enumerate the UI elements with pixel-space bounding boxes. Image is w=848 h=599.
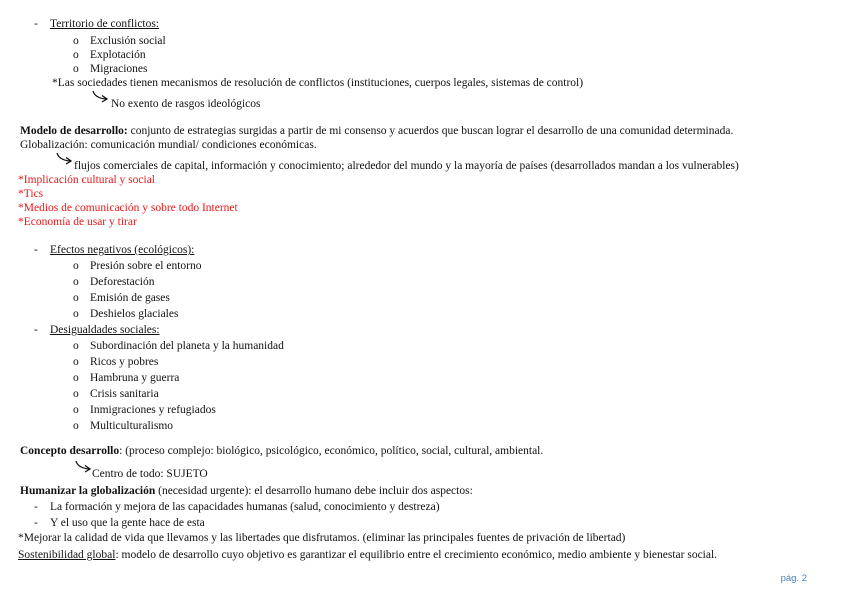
development-model-definition [20, 124, 733, 138]
globalization-line: Globalización: comunicación mundial/ condiciones económicas. [20, 139, 317, 151]
circle-bullet: o [73, 276, 79, 288]
circle-bullet: o [73, 388, 79, 400]
humanize-note: *Mejorar la calidad de vida que llevamos y las libertades que disfrutamos. (eliminar las principales fuentes de privación de libertad) [18, 532, 626, 544]
circle-bullet: o [73, 35, 79, 47]
curved-arrow-icon [75, 460, 93, 474]
circle-bullet: o [73, 49, 79, 61]
red-item: *Economía de usar y tirar [18, 216, 137, 228]
circle-bullet: o [73, 404, 79, 416]
negative-effects-heading: Efectos negativos (ecológicos): [50, 244, 195, 256]
circle-bullet: o [73, 340, 79, 352]
sustainability-term: Sostenibilidad global [18, 549, 116, 561]
page-number: pág. 2 [780, 573, 807, 584]
humanize-aspect: Y el uso que la gente hace de esta [50, 517, 205, 529]
circle-bullet: o [73, 356, 79, 368]
dash-bullet: - [34, 324, 38, 336]
list-item: Explotación [90, 49, 146, 61]
circle-bullet: o [73, 63, 79, 75]
development-concept-term: Concepto desarrollo [20, 445, 120, 457]
list-item: Ricos y pobres [90, 356, 159, 368]
circle-bullet: o [73, 308, 79, 320]
dash-bullet: - [34, 517, 38, 529]
development-model-text: conjunto de estrategias surgidas a partir de mi consenso y acuerdos que buscan lograr el desarrollo de una comunidad determinada. [127, 125, 734, 137]
list-item: Crisis sanitaria [90, 388, 159, 400]
globalization-arrow-note: flujos comerciales de capital, información y conocimiento; alrededor del mundo y la mayoría de países (desarrollados mandan a los vulnerables) [74, 160, 739, 172]
red-item: *Tics [18, 188, 44, 200]
list-item: Deforestación [90, 276, 155, 288]
development-concept-arrow-note: Centro de todo: SUJETO [92, 468, 208, 480]
circle-bullet: o [73, 292, 79, 304]
development-model-term: Modelo de desarrollo: [20, 125, 128, 137]
humanize-aspect: La formación y mejora de las capacidades humanas (salud, conocimiento y destreza) [50, 501, 440, 513]
list-item: Hambruna y guerra [90, 372, 180, 384]
conflict-heading: Territorio de conflictos: [50, 18, 160, 30]
red-item: *Implicación cultural y social [18, 174, 155, 186]
conflict-note: *Las sociedades tienen mecanismos de resolución de conflictos (instituciones, cuerpos legales, sistemas de control) [52, 77, 584, 89]
circle-bullet: o [73, 420, 79, 432]
curved-arrow-icon [92, 90, 110, 104]
list-item: Emisión de gases [90, 292, 170, 304]
inequalities-heading: Desigualdades sociales: [50, 324, 160, 336]
circle-bullet: o [73, 260, 79, 272]
humanize-term: Humanizar la globalización [20, 485, 156, 497]
dash-bullet: - [34, 18, 38, 30]
development-concept-text: : (proceso complejo: biológico, psicológico, económico, político, social, cultural, ambiental. [119, 445, 544, 457]
humanize-definition [20, 484, 473, 498]
list-item: Presión sobre el entorno [90, 260, 202, 272]
list-item: Subordinación del planeta y la humanidad [90, 340, 284, 352]
dash-bullet: - [34, 244, 38, 256]
conflict-arrow-note: No exento de rasgos ideológicos [111, 98, 261, 110]
list-item: Deshielos glaciales [90, 308, 179, 320]
list-item: Inmigraciones y refugiados [90, 404, 216, 416]
circle-bullet: o [73, 372, 79, 384]
list-item: Exclusión social [90, 35, 166, 47]
red-item: *Medios de comunicación y sobre todo Internet [18, 202, 238, 214]
humanize-text: (necesidad urgente): el desarrollo humano debe incluir dos aspectos: [155, 485, 473, 497]
curved-arrow-icon [56, 152, 74, 166]
dash-bullet: - [34, 501, 38, 513]
sustainability-definition [18, 548, 717, 562]
sustainability-text: : modelo de desarrollo cuyo objetivo es garantizar el equilibrio entre el crecimiento económico, medio ambiente y bienestar social. [115, 549, 718, 561]
list-item: Migraciones [90, 63, 148, 75]
list-item: Multiculturalismo [90, 420, 174, 432]
development-concept-definition [20, 444, 543, 458]
